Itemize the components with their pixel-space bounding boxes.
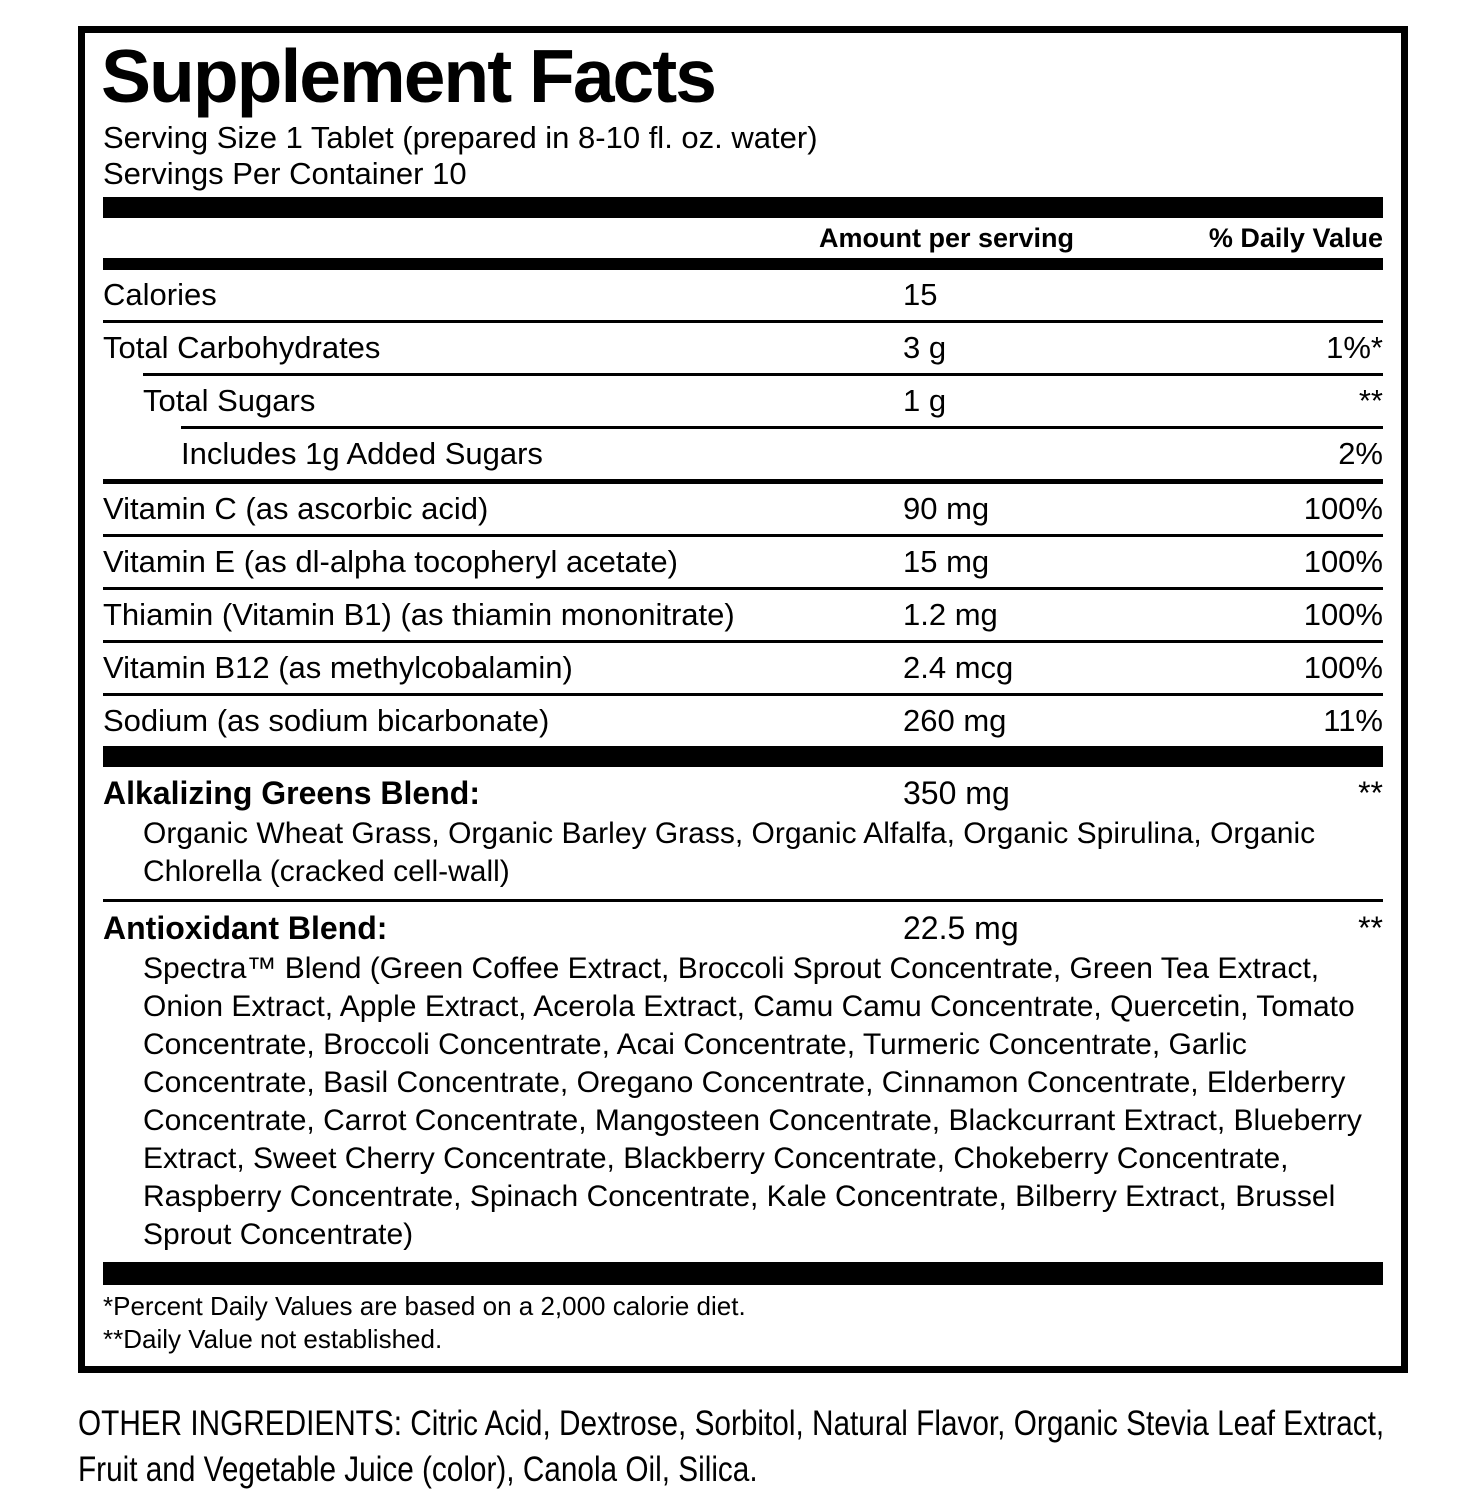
nutrient-name: Vitamin E (as dl-alpha tocopheryl acetate) [103,544,678,579]
nutrient-daily-value: 100% [1303,597,1383,632]
other-ingredients-text: OTHER INGREDIENTS: Citric Acid, Dextrose, Sorbitol, Natural Flavor, Organic Stevia Leaf Extract, Fruit and Vegetable Juice (color), Canola Oil, Silica. [78,1404,1385,1489]
nutrient-amount: 260 mg [903,703,1007,738]
nutrient-name: Total Carbohydrates [103,330,381,365]
nutrient-daily-value: 2% [1338,436,1383,471]
nutrient-name: Vitamin C (as ascorbic acid) [103,491,489,526]
footnote-not-established: **Daily Value not established. [103,1324,443,1354]
table-row-total-sugars [143,373,1383,426]
nutrition-rows [103,270,1383,746]
thick-divider-bar [103,197,1383,218]
column-header-row [103,218,1383,258]
blend-daily-value: ** [1358,910,1383,946]
nutrient-daily-value: ** [1358,383,1383,418]
blend-section-alkalizing-greens [103,767,1383,899]
nutrient-name: Thiamin (Vitamin B1) (as thiamin mononitrate) [103,597,735,632]
blend-daily-value: ** [1358,775,1383,811]
nutrient-daily-value: 100% [1303,544,1383,579]
dv-column-header: % Daily Value [1208,223,1383,253]
nutrient-name: Sodium (as sodium bicarbonate) [103,703,550,738]
thick-divider-bar [103,746,1383,767]
nutrient-amount: 15 mg [903,544,990,579]
nutrient-daily-value: 100% [1303,491,1383,526]
table-row-vitamin-e [103,534,1383,587]
table-row-added-sugars [181,426,1383,479]
footnotes [103,1285,1383,1360]
serving-size-line: Serving Size 1 Tablet (prepared in 8-10 fl. oz. water) [103,120,818,155]
nutrient-name: Calories [103,277,217,312]
nutrient-amount [903,437,1338,471]
table-row-sodium [103,693,1383,746]
nutrient-daily-value: 11% [1323,703,1383,738]
table-row-thiamin [103,587,1383,640]
supplement-facts-panel [78,26,1408,1373]
table-row-total-carbohydrates [103,320,1383,373]
nutrient-name: Vitamin B12 (as methylcobalamin) [103,650,573,685]
nutrient-name: Total Sugars [143,383,316,418]
table-row-vitamin-c [103,479,1383,534]
blend-ingredients: Spectra™ Blend (Green Coffee Extract, Broccoli Sprout Concentrate, Green Tea Extract, Onion Extract, Apple Extract, Acerola Extract, Camu Camu Concentrate, Quercetin, Tomato Concentrate, Broccoli Concentrate, Acai Concentrate, Turmeric Concentrate, Garlic Concentrate, Basil Concentrate, Oregano Concentrate, Cinnamon Concentrate, Elderberry Concentrate, Carrot Concentrate, Mangosteen Concentrate, Blackcurrant Extract, Blueberry Extract, Sweet Cherry Concentrate, Blackberry Concentrate, Chokeberry Concentrate, Raspberry Concentrate, Spinach Concentrate, Kale Concentrate, Bilberry Extract, Brussel Sprout Concentrate) [143,952,1362,1251]
servings-per-container-line: Servings Per Container 10 [103,156,467,191]
blend-section-antioxidant [103,899,1383,1262]
thick-divider-bar [103,1262,1383,1285]
nutrient-daily-value: 100% [1303,650,1383,685]
table-row-calories [103,270,1383,320]
nutrient-daily-value: 1%* [1326,330,1383,365]
nutrient-amount: 2.4 mcg [903,650,1014,685]
nutrient-name: Includes 1g Added Sugars [181,436,543,471]
blend-amount: 350 mg [903,775,1010,811]
nutrient-amount: 1 g [903,383,947,418]
footnote-daily-values: *Percent Daily Values are based on a 2,000 calorie diet. [103,1291,746,1321]
nutrient-amount: 3 g [903,330,947,365]
blend-ingredients: Organic Wheat Grass, Organic Barley Grass, Organic Alfalfa, Organic Spirulina, Organic Chlorella (cracked cell-wall) [143,817,1316,888]
nutrient-amount: 90 mg [903,491,990,526]
blend-amount: 22.5 mg [903,910,1019,946]
blend-name: Alkalizing Greens Blend: [103,775,480,811]
blend-header-row [103,767,1383,813]
amount-column-header: Amount per serving [819,223,1075,253]
blend-name: Antioxidant Blend: [103,910,388,946]
header-divider-bar [103,258,1383,270]
panel-title: Supplement Facts [101,34,715,118]
table-row-vitamin-b12 [103,640,1383,693]
blend-header-row [103,902,1383,948]
nutrient-amount: 1.2 mg [903,597,998,632]
nutrient-amount: 15 [903,277,938,312]
